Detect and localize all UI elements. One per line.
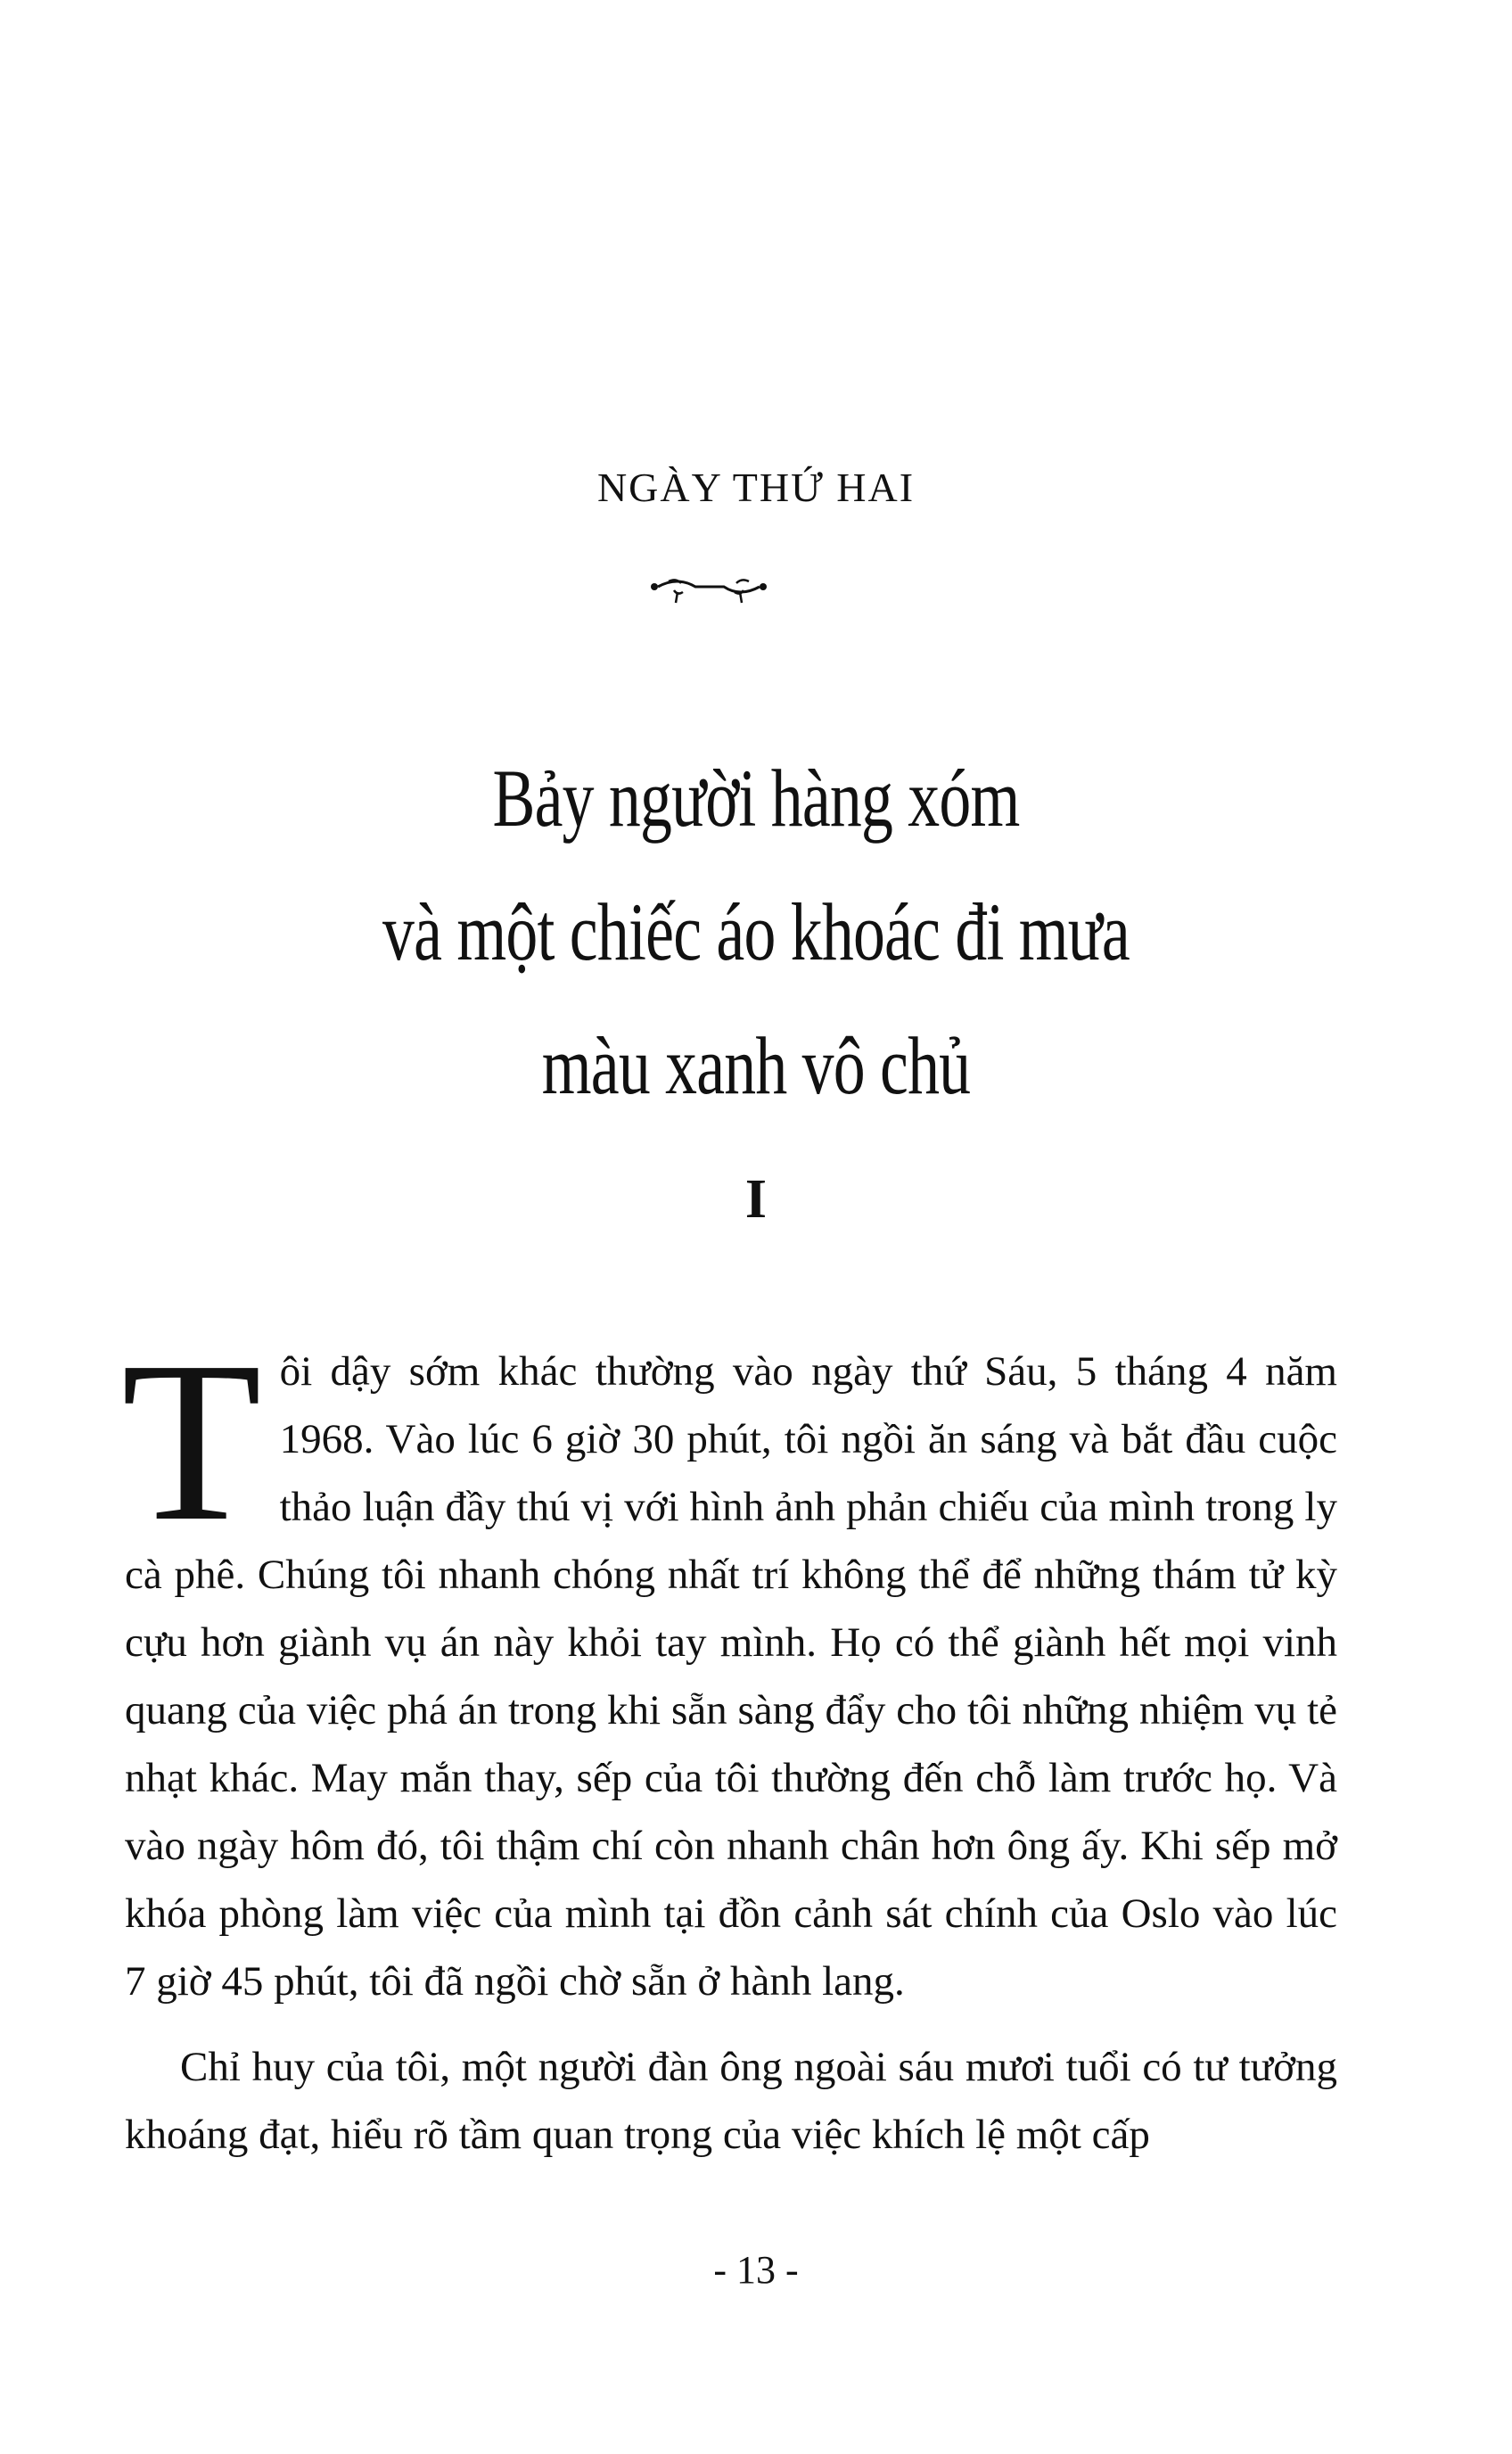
title-line-3: màu xanh vô chủ bbox=[541, 1020, 971, 1111]
section-number: I bbox=[744, 1169, 768, 1230]
paragraph-1 bbox=[121, 1313, 1337, 2015]
floral-divider-icon bbox=[642, 560, 776, 614]
paragraph-1-text: ôi dậy sớm khác thường vào ngày thứ Sáu, 5 tháng 4 năm 1968. Vào lúc 6 giờ 30 phút, tôi ngồi ăn sáng và bắt đầu cuộc thảo luận đầy thú vị với hình ảnh phản chiếu của mình trong ly cà phê. Chúng tôi nhanh chóng nhất trí không thể để những thám tử kỳ cựu hơn giành vụ án này khỏi tay mình. Họ có thể giành hết mọi vinh quang của việc phá án trong khi sẵn sàng đẩy cho tôi những nhiệm vụ tẻ nhạt khác. May mắn thay, sếp của tôi thường đến chỗ làm trước họ. Và vào ngày hôm đó, tôi thậm chí còn nhanh chân hơn ông ấy. Khi sếp mở khóa phòng làm việc của mình tại đồn cảnh sát chính của Oslo vào lúc 7 giờ 45 phút, tôi đã ngồi chờ sẵn ở hành lang. bbox=[125, 1348, 1337, 2005]
paragraph-2: Chỉ huy của tôi, một người đàn ông ngoài sáu mươi tuổi có tư tưởng khoáng đạt, hiểu rõ tầm quan trọng của việc khích lệ một cấp bbox=[125, 2044, 1337, 2158]
chapter-label: NGÀY THỨ HAI bbox=[596, 465, 916, 510]
drop-cap: T bbox=[121, 1313, 262, 1569]
chapter-title bbox=[167, 731, 1346, 1132]
title-line-2: và một chiếc áo khoác đi mưa bbox=[382, 886, 1130, 977]
body-text bbox=[121, 1313, 1337, 2186]
title-line-1: Bảy người hàng xóm bbox=[492, 753, 1020, 844]
page-number: - 13 - bbox=[713, 2248, 799, 2292]
